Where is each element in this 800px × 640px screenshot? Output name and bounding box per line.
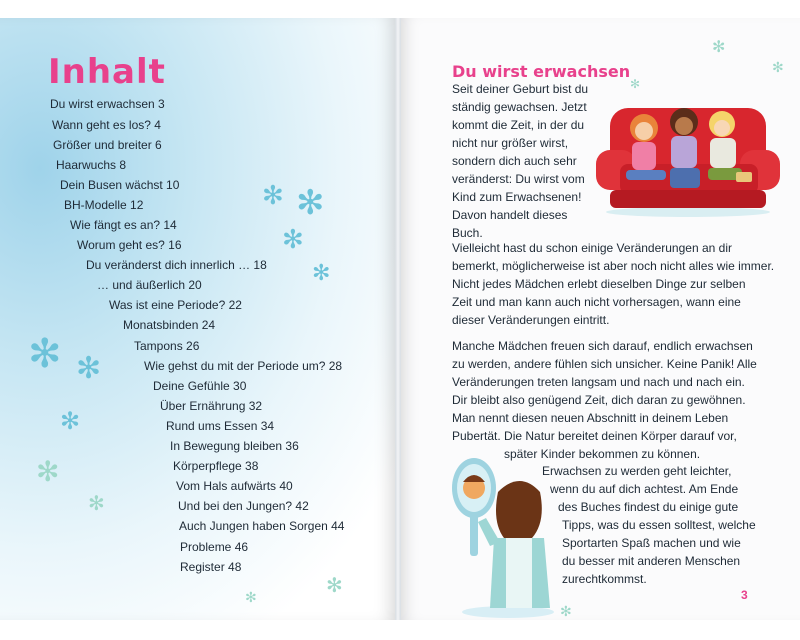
snowflake-icon: ✻ [296,184,325,222]
snowflake-icon: ✻ [262,180,284,210]
text-line: nicht nur größer wirst, [452,136,569,150]
text-line: Pubertät. Die Natur bereitet deinen Körper darauf vor, [452,429,737,443]
text-line: Nicht jedes Mädchen erlebt dieselben Dinge zur selben [452,277,746,291]
text-line: Sportarten Spaß machen und wie [562,536,741,550]
paragraph [536,462,756,588]
toc-entry[interactable]: … und äußerlich 20 [97,278,202,292]
girls-on-sofa-illustration [596,98,780,218]
chapter-title: Du wirst erwachsen [452,62,631,81]
toc-entry[interactable]: Vom Hals aufwärts 40 [176,479,293,493]
toc-entry[interactable]: Haarwuchs 8 [56,158,127,172]
paragraph [452,337,757,463]
toc-entry[interactable]: Du wirst erwachsen 3 [50,97,165,111]
text-line: zu werden, andere fühlen sich unsicher. Keine Panik! Alle [452,357,757,371]
snowflake-icon: ✻ [772,59,784,75]
text-line: Seit deiner Geburt bist du [452,82,589,96]
paragraph [452,239,774,329]
toc-entry[interactable]: Rund ums Essen 34 [166,419,275,433]
snowflake-icon: ✻ [36,456,60,487]
snowflake-icon: ✻ [60,408,81,435]
text-line: Erwachsen zu werden geht leichter, [542,464,732,478]
intro-paragraph [452,80,588,242]
text-line: zurechtkommst. [562,572,647,586]
toc-entry[interactable]: Wie fängt es an? 14 [70,218,177,232]
toc-entry[interactable]: Du veränderst dich innerlich … 18 [86,258,267,272]
text-line: Zeit und man kann auch nicht vorhersagen, wann eine [452,295,741,309]
toc-entry[interactable]: Tampons 26 [134,339,200,353]
toc-entry[interactable]: Und bei den Jungen? 42 [178,499,309,513]
text-line: des Buches findest du einige gute [558,500,739,514]
toc-entry[interactable]: Monatsbinden 24 [123,318,216,332]
text-line: Man nennt diesen neuen Abschnitt in deinem Leben [452,411,729,425]
text-line: ständig gewachsen. Jetzt [452,100,587,114]
snowflake-icon: ✻ [312,260,331,285]
snowflake-icon: ✻ [28,332,62,376]
toc-entry[interactable]: Dein Busen wächst 10 [60,178,180,192]
text-line: Veränderungen treten langsam und nach und nach ein. [452,375,745,389]
page-number: 3 [741,588,748,602]
text-line: Tipps, was du essen solltest, welche [562,518,756,532]
snowflake-icon: ✻ [282,224,304,254]
toc-entry[interactable]: Probleme 46 [180,540,249,554]
snowflake-icon: ✻ [326,575,343,597]
toc-entry[interactable]: Deine Gefühle 30 [153,379,247,393]
text-line: dieser Veränderungen eintritt. [452,313,610,327]
toc-entry[interactable]: Größer und breiter 6 [53,138,162,152]
text-line: Vielleicht hast du schon einige Veränderungen an dir [452,241,732,255]
snowflake-icon: ✻ [560,603,572,619]
toc-entry[interactable]: Wann geht es los? 4 [52,118,161,132]
text-line: du besser mit anderen Menschen [562,554,741,568]
book-gutter [395,18,401,620]
text-line: Davon handelt dieses [452,208,568,222]
snowflake-icon: ✻ [88,493,105,515]
text-line: Dir bleibt also genügend Zeit, dich daran zu gewöhnen. [452,393,746,407]
text-line: wenn du auf dich achtest. Am Ende [550,482,739,496]
toc-entry[interactable]: In Bewegung bleiben 36 [170,439,299,453]
toc-entry[interactable]: Körperpflege 38 [173,459,259,473]
toc-entry[interactable]: Register 48 [180,560,242,574]
snowflake-icon: ✻ [712,39,726,56]
toc-entry[interactable]: Worum geht es? 16 [77,238,182,252]
text-line: sondern dich auch sehr [452,154,577,168]
toc-entry[interactable]: Über Ernährung 32 [160,399,263,413]
text-line: veränderst: Du wirst vom [452,172,585,186]
snowflake-icon: ✻ [630,77,641,91]
text-line: später Kinder bekommen zu können. [504,447,701,461]
text-line: kommt die Zeit, in der du [452,118,585,132]
toc-entry[interactable]: Was ist eine Periode? 22 [109,298,242,312]
toc-entry[interactable]: Wie gehst du mit der Periode um? 28 [144,359,343,373]
text-line: Kind zum Erwachsenen! [452,190,582,204]
text-line: Manche Mädchen freuen sich darauf, endlich erwachsen [452,339,753,353]
toc-entry[interactable]: BH-Modelle 12 [64,198,144,212]
snowflake-icon: ✻ [76,352,102,385]
text-line: Buch. [452,226,483,240]
toc-title: Inhalt [48,52,166,92]
text-line: bemerkt, möglicherweise ist aber noch nicht alles wie immer. [452,259,775,273]
toc-entry[interactable]: Auch Jungen haben Sorgen 44 [179,519,345,533]
snowflake-icon: ✻ [245,589,257,605]
